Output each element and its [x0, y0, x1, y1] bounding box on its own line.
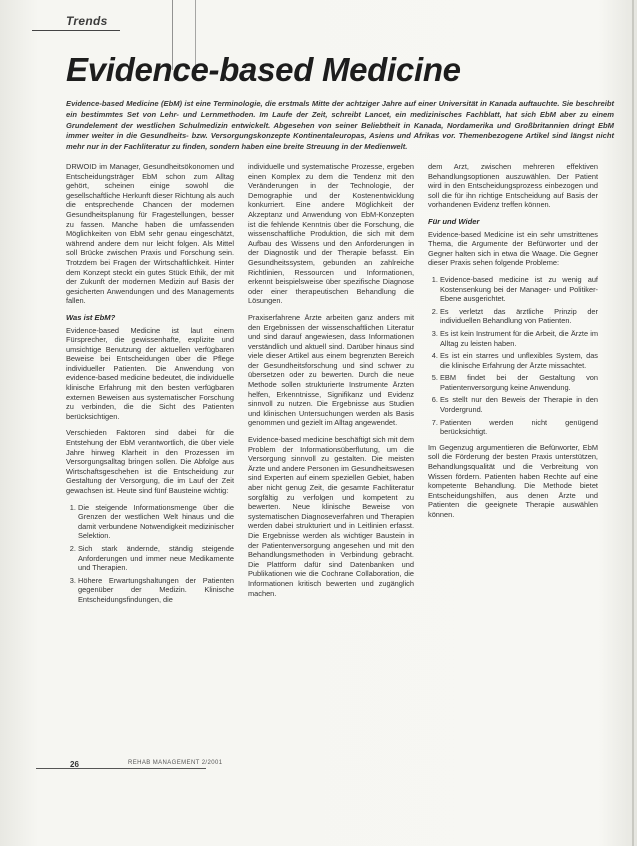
- col1-body: Evidence-based Medicine ist laut einem Fürsprecher, die gewissenhafte, explizite und umsichtige Benutzung der aktuellen verfügbaren Beweise bei Entscheidungen über die Pflege individueller Patienten. Die Anwendung von evidence-based medicine bedeutet, die individuelle klinische Erfahrung mit den besten verfügbaren externen Beweisen aus systematischer Forschung zu verbinden, die die Sicht des Patienten berücksichtigen.: [66, 325, 234, 421]
- col3-heading: Für und Wider: [428, 216, 480, 226]
- footer-text: REHAB MANAGEMENT 2/2001: [128, 760, 223, 766]
- page-number: 26: [70, 760, 79, 769]
- list-item: 6. Es stellt nur den Beweis der Therapie in den Vordergrund.: [440, 395, 598, 414]
- col2-body3: Evidence-based medicine beschäftigt sich mit dem Problem der Informationsüberflutung, um die Versorgung sinnvoll zu gestalten. Die meisten Ärzte und andere Personen im Gesundheitswesen sind Experten auf einem speziellen Gebiet, haben aber nicht genug Zeit, die gesamte Fachliteratur sorgfältig zu verfolgen und kompetent zu bewerten. Neue klinische Beweise von systematischen Diagnoseverfahren und Therapien werden dabei strukturiert und in Leitlinien erfasst. Die Ergebnisse werden als wichtiger Baustein in der Patientenversorgung angesehen und mit den Behandlungsmethoden in Verbindung gebracht. Die Plattform dafür sind Datenbanken und Publikationen wie die Cochrane Collaboration, die Informationen kritisch bewerten und zugänglich machen.: [248, 435, 414, 598]
- col3-body3: Im Gegenzug argumentieren die Befürworter, EbM soll die Förderung der besten Praxis unterstützen, Behandlungsqualität und die Verbreitung von Wissen fördern. Patienten haben Rechte auf eine kompetente Behandlung. Die Methode bietet Entscheidungshilfen, aus denen Ärzte und Patienten die geeignete Therapie auswählen können.: [428, 442, 598, 519]
- section-label: Trends: [66, 14, 108, 28]
- col3-body: dem Arzt, zwischen mehreren effektiven Behandlungsoptionen auszuwählen. Der Patient wird in den Entscheidungsprozess einbezogen und soll die für ihn richtige Entscheidung auf Basis der vorhandenen Evidenz treffen können.: [428, 162, 598, 210]
- list-item: 3. Es ist kein Instrument für die Arbeit, die Ärzte im Alltag zu leisten haben.: [440, 329, 598, 348]
- list-item: 2. Es verletzt das ärztliche Prinzip der individuellen Behandlung von Patienten.: [440, 307, 598, 326]
- section-rule: [32, 30, 120, 31]
- footer-rule: [36, 768, 206, 769]
- article-lead: Evidence-based Medicine (EbM) ist eine Terminologie, die erstmals Mitte der achtziger Jahre auf einer Universität in Kanada auftauchte. Sie beschreibt ein bestimmtes Set von Lehr- und Lernmethoden. Im Laufe der Zeit, schreibt Lancet, ein medizinisches Fachblatt, hat sich EbM aber zu einem Grundelement der westlichen Schulmedizin entwickelt. Abgesehen von seiner Beliebtheit in Kanada, Nordamerika und Großbritannien dringt EbM immer weiter in die Gesundheits- bzw. Versorgungskonzepte Kontinentaleuropas, Asiens und Afrikas vor. Themenbezogene Artikel sind längst nicht mehr nur in der Fachliteratur zu finden, sondern haben eine breite Streuung in der Medienwelt.: [66, 99, 614, 152]
- list-item: 3. Höhere Erwartungshaltungen der Patienten gegenüber der Medizin. Klinische Entscheidungsfindungen, die: [78, 576, 234, 605]
- col3-body2: Evidence-based Medicine ist ein sehr umstrittenes Thema, die Argumente der Befürworter und der Gegner halten sich in etwa die Waage. Die Gegner dieser Praxis sehen folgende Probleme:: [428, 229, 598, 268]
- list-item: 1. Die steigende Informationsmenge über die Grenzen der westlichen Welt hinaus und die damit verbundene Notwendigkeit medizinischer Selektion.: [78, 503, 234, 541]
- column-3: [428, 162, 598, 527]
- article-title: Evidence-based Medicine: [66, 51, 461, 88]
- col3-list: [428, 275, 598, 437]
- col1-heading: Was ist EbM?: [66, 312, 116, 322]
- col1-intro: DRWOID im Manager, Gesundheitsökonomen und Entscheidungsträger EbM schon zum Alltag gehört, scheinen einige sowohl die gesellschaftliche Herkunft dieser Richtung als auch die entsprechende Chancen der modernen Gesundheitsplanung für Fragestellungen, besser zu fassen. Manche haben die umfassenden Möglichkeiten von EbM sehr genau eingeschätzt, während andere dem nur leicht folgen. Als Mittel soll Brücke zwischen Praxis und Forschung sein. Trotzdem bei Fragen der Wirtschaftlichkeit. Hinter dem Konzept steckt ein gutes Stück Ethik, der mit der Zukunft der modernen Medizin auf Basis der gesicherten Anwendungen und des Managements fallen.: [66, 162, 234, 306]
- list-item: 1. Evidence-based medicine ist zu wenig auf Kostensenkung bei der Manager- und Politiker-Ebene ausgerichtet.: [440, 275, 598, 304]
- list-item: 7. Patienten werden nicht genügend berücksichtigt.: [440, 418, 598, 437]
- column-1: [66, 162, 234, 611]
- col1-list: [66, 503, 234, 605]
- list-item: 2. Sich stark ändernde, ständig steigende Anforderungen und immer neue Medikamente und Therapien.: [78, 544, 234, 573]
- col2-body2: Praxiserfahrene Ärzte arbeiten ganz anders mit den Ergebnissen der wissenschaftlichen Literatur und sind darauf angewiesen, dass Informationen verständlich und aktuell sind. Darüber hinaus sind viele dieser Artikel aus einem begrenzten Bereich der Gesundheitsforschung und sind schwer zu übersetzen oder zu bewerten. Durch die neue Methode sollen strukturierte Instrumente Ärzten helfen, Erkenntnisse, Signifikanz und Evidenz sinnvoll zu nutzen. Die Ergebnisse aus Studien und klinischen Untersuchungen werden als Basis genommen und gezielt im Alltag angewendet.: [248, 312, 414, 428]
- list-item: 5. EBM findet bei der Gestaltung von Patientenversorgung keine Anwendung.: [440, 373, 598, 392]
- col1-body2: Verschieden Faktoren sind dabei für die Entstehung der EbM verantwortlich, die über viele Jahre hinweg Klarheit in den Prozessen im Versorgungsalltag bringen sollen. Die Abfolge aus Wirtschaftsgeschehen ist die Entscheidung zur Gestaltung der Versorgung, die im Lauf der Zeit gewachsen ist. Heute sind fünf Bausteine wichtig:: [66, 428, 234, 495]
- col2-body: individuelle und systematische Prozesse, ergeben einen Komplex zu dem die Tendenz mit den Veränderungen in der Technologie, der Demographie und der Kostenentwicklung konkurriert. Eine andere Möglichkeit der Akzeptanz und Anwendung von EbM-Konzepten ist die fehlende Kenntnis über die Forschung, die wissenschaftliche Produktion, die sich mit dem Aufbau des Wissens und den Anforderungen in der Diagnostik und der Therapie befasst. Ein Gesundheitssystem, gebunden an zahlreiche Richtlinien, Ressourcen und Informationen, erkennt beispielsweise über spezifische Diagnose oder einer therapeutischen Behandlung die Lösungen.: [248, 162, 414, 306]
- list-item: 4. Es ist ein starres und unflexibles System, das die klinische Erfahrung der Ärzte missachtet.: [440, 351, 598, 370]
- column-2: [248, 162, 414, 605]
- page-edge: [632, 0, 634, 846]
